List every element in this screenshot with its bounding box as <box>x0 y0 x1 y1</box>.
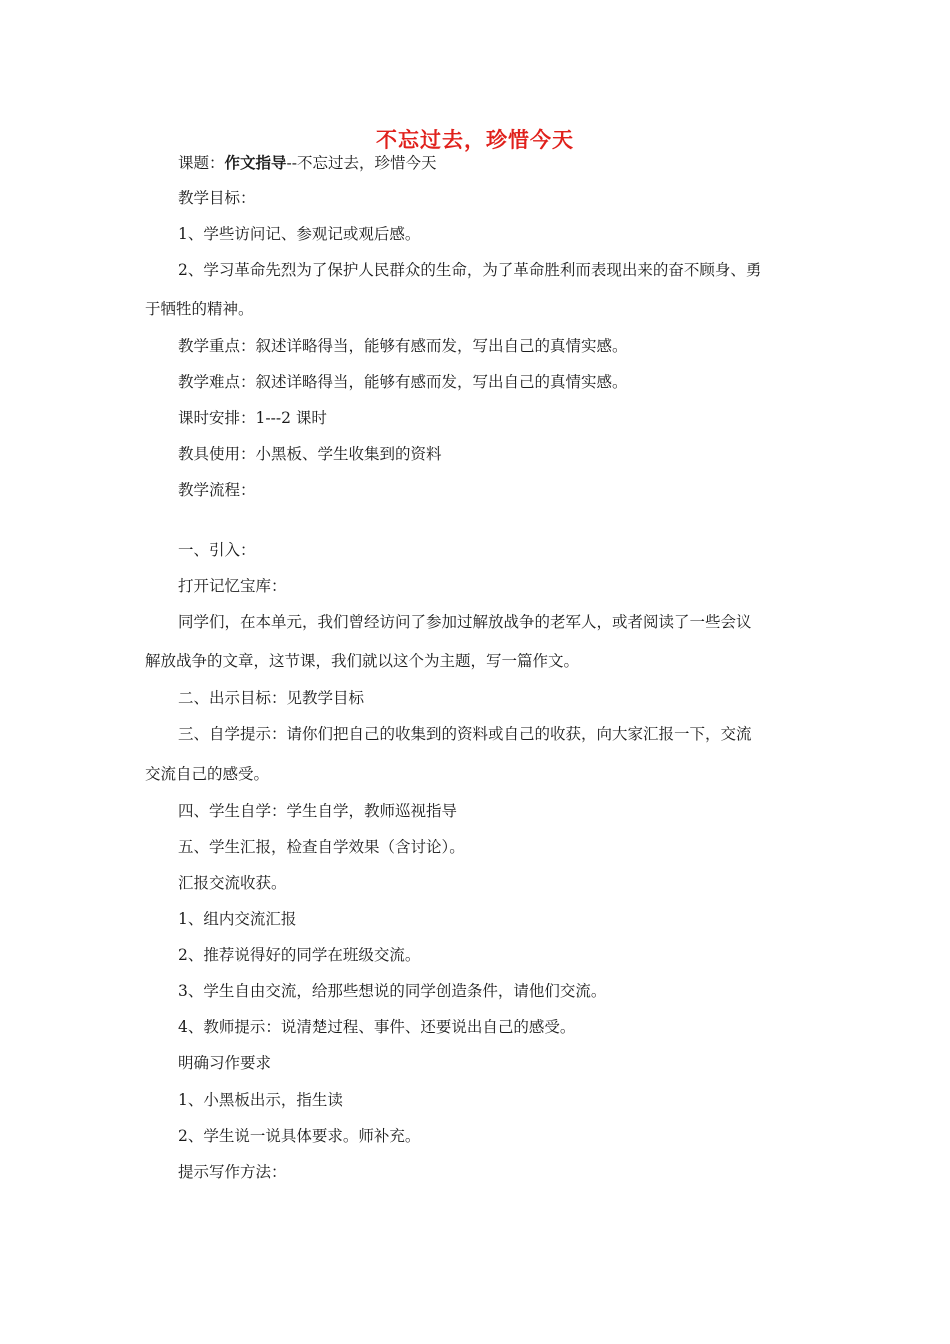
list-item: 3、学生自由交流，给那些想说的同学创造条件，请他们交流。 <box>178 982 607 1000</box>
text-line: 1、学些访问记、参观记或观后感。 <box>178 225 421 243</box>
list-item: 4、教师提示：说清楚过程、事件、还要说出自己的感受。 <box>178 1018 576 1036</box>
text-line: 提示写作方法： <box>178 1163 287 1181</box>
text-line: 教学流程： <box>178 481 256 499</box>
section-heading: 一、引入： <box>178 541 256 559</box>
list-item: 1、组内交流汇报 <box>178 910 297 928</box>
section-heading: 二、出示目标：见教学目标 <box>178 689 365 707</box>
text-line: 交流自己的感受。 <box>145 765 270 783</box>
section-heading: 三、自学提示：请你们把自己的收集到的资料或自己的收获，向大家汇报一下，交流 <box>178 725 752 743</box>
text-line: 汇报交流收获。 <box>178 874 287 892</box>
text-line: 教具使用：小黑板、学生收集到的资料 <box>178 445 442 463</box>
subject-rest: --不忘过去，珍惜今天 <box>286 154 437 172</box>
text-line: 同学们，在本单元，我们曾经访问了参加过解放战争的老军人，或者阅读了一些会议 <box>178 613 752 631</box>
list-item: 2、学生说一说具体要求。师补充。 <box>178 1127 421 1145</box>
text-line: 课时安排：1---2 课时 <box>178 409 327 427</box>
text-line: 教学重点：叙述详略得当，能够有感而发，写出自己的真情实感。 <box>178 337 628 355</box>
text-line: 教学目标： <box>178 189 256 207</box>
subject-line <box>178 153 437 173</box>
text-line: 2、学习革命先烈为了保护人民群众的生命，为了革命胜利而表现出来的奋不顾身、勇 <box>178 261 762 279</box>
text-line: 教学难点：叙述详略得当，能够有感而发，写出自己的真情实感。 <box>178 373 628 391</box>
document-title: 不忘过去，珍惜今天 <box>376 128 574 152</box>
subject-bold: 作文指导 <box>224 154 287 172</box>
text-line: 明确习作要求 <box>178 1054 272 1072</box>
subject-label: 课题： <box>178 154 225 172</box>
text-line: 解放战争的文章，这节课，我们就以这个为主题，写一篇作文。 <box>145 652 580 670</box>
section-heading: 五、学生汇报，检查自学效果（含讨论）。 <box>178 838 465 856</box>
text-line: 打开记忆宝库： <box>178 577 287 595</box>
list-item: 2、推荐说得好的同学在班级交流。 <box>178 946 421 964</box>
section-heading: 四、学生自学：学生自学，教师巡视指导 <box>178 802 458 820</box>
list-item: 1、小黑板出示，指生读 <box>178 1091 343 1109</box>
text-line: 于牺牲的精神。 <box>145 300 254 318</box>
